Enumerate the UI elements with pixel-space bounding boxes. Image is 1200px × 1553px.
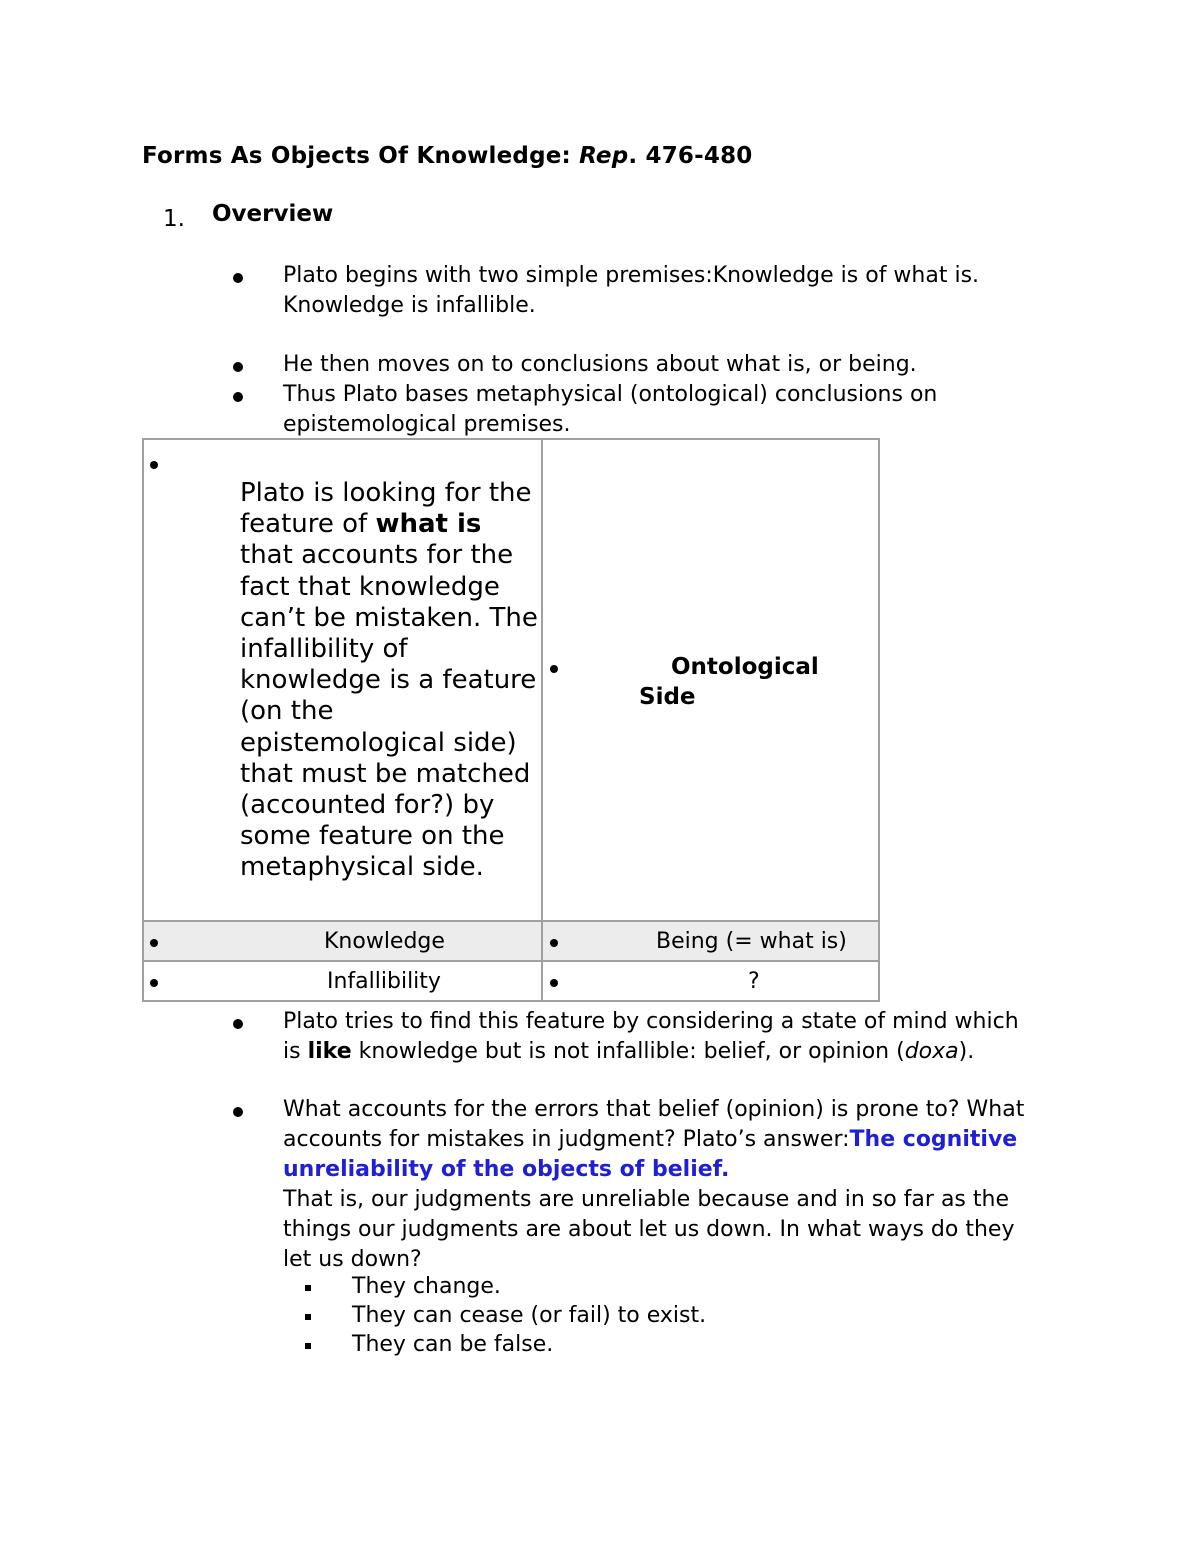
- title-rest: . 476-480: [628, 143, 753, 169]
- intro-bullet-1: Plato begins with two simple premises:Knowledge is of what is. Knowledge is infallible.: [283, 263, 980, 318]
- bullet-dot: [550, 665, 558, 673]
- description-text: Plato is looking for the feature of what is that accounts for the fact that knowledge can’t be mistaken. The infallibility of knowledge is a feature (on the epistemological side) that must be matched (accounted for?) by some feature on the metaphysical side.: [240, 478, 538, 883]
- bullet-dot: [233, 1019, 243, 1029]
- bullet-dot: [233, 362, 243, 372]
- bullet-dot: [150, 939, 158, 947]
- comparison-table: [142, 438, 880, 1002]
- table-cell-ontological: [541, 438, 880, 922]
- title-italic: Rep: [579, 143, 629, 169]
- table-cell-knowledge: [142, 920, 543, 962]
- title-main: Forms As Objects Of Knowledge:: [142, 143, 580, 169]
- square-bullet: [305, 1343, 311, 1349]
- later-bullet-1: Plato tries to find this feature by considering a state of mind which is like knowledge but is not infallible: belief, or opinion (doxa).: [283, 1009, 1019, 1064]
- bullet-dot: [233, 392, 243, 402]
- sub-item-3: They can be false.: [352, 1332, 554, 1357]
- sub-item-2: They can cease (or fail) to exist.: [352, 1303, 707, 1328]
- table-cell-being: [541, 920, 880, 962]
- bullet-dot: [550, 939, 558, 947]
- intro-bullet-2: He then moves on to conclusions about what is, or being.: [283, 352, 917, 377]
- cell-text: ?: [748, 969, 760, 994]
- bullet-dot: [233, 273, 243, 283]
- bullet-dot: [150, 461, 158, 469]
- page-title: [142, 143, 753, 169]
- table-cell-description: [142, 438, 543, 922]
- table-cell-unknown: [541, 960, 880, 1002]
- cell-text: Being (= what is): [656, 929, 847, 954]
- intro-bullet-3: Thus Plato bases metaphysical (ontological) conclusions on epistemological premises.: [283, 382, 938, 437]
- cell-text: Knowledge: [324, 929, 445, 954]
- highlighted-answer: The cognitive unreliability of the objects of belief.: [283, 1127, 1018, 1182]
- sub-item-1: They change.: [352, 1274, 501, 1299]
- section-number: 1.: [163, 206, 185, 232]
- bold-what-is: what is: [375, 509, 482, 540]
- square-bullet: [305, 1314, 311, 1320]
- bullet-dot: [233, 1107, 243, 1117]
- section-heading: Overview: [212, 201, 334, 227]
- bullet-dot: [550, 979, 558, 987]
- later-bullet-2: What accounts for the errors that belief (opinion) is prone to? What accounts for mistakes in judgment? Plato’s answer:The cognitive unreliability of the objects of belief. That is, our judgments are unreliable because and in so far as the things our judgments are about let us down. In what ways do they let us down?: [283, 1097, 1025, 1272]
- table-cell-infallibility: [142, 960, 543, 1002]
- bullet-dot: [150, 979, 158, 987]
- square-bullet: [305, 1285, 311, 1291]
- cell-text: Infallibility: [327, 969, 441, 994]
- ontological-side-heading: Ontological Side: [639, 654, 819, 710]
